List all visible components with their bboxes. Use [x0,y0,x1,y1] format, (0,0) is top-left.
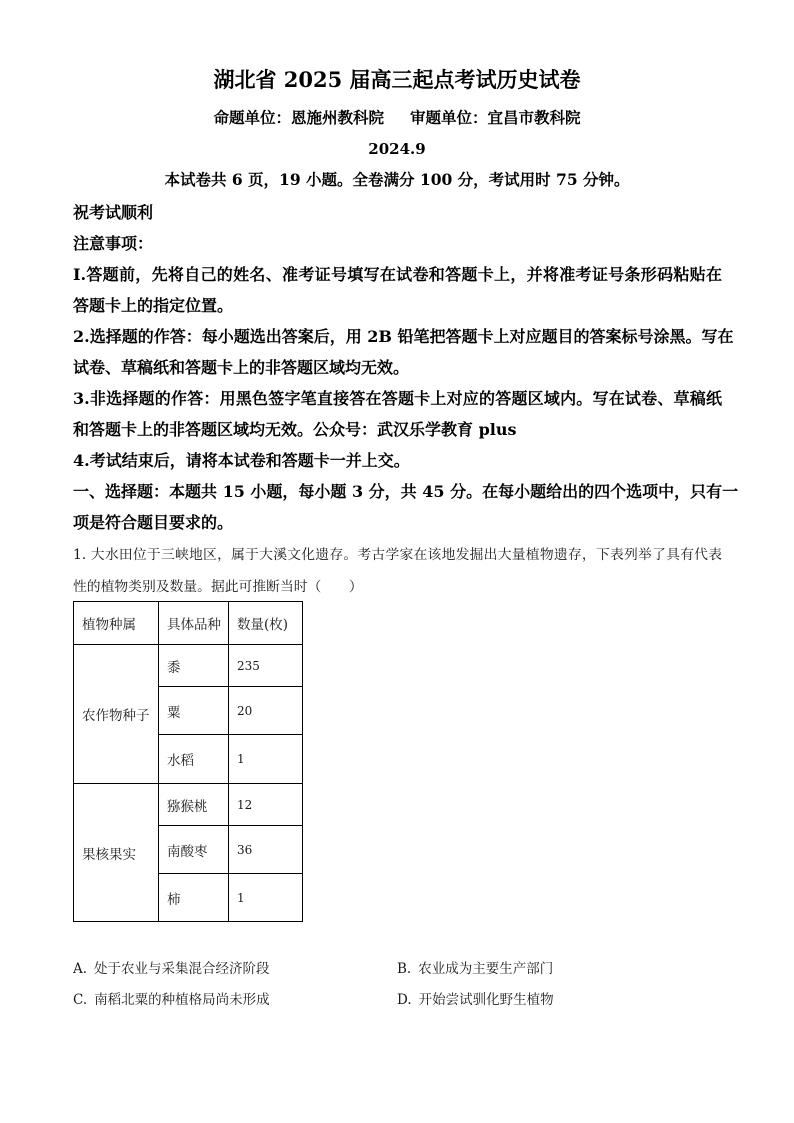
table-row [74,645,303,687]
section-heading [73,476,739,538]
option-text: 开始尝试驯化野生植物 [418,992,554,1009]
setter-unit: 命题单位：恩施州教科院 [213,108,384,127]
table-row [74,784,303,826]
option-d [397,985,722,1016]
option-label: D. [397,992,412,1009]
notice-item [73,445,722,476]
notice-item-line: 2.选择题的作答：每小题选出答案后，用 2B 铅笔把答题卡上对应题目的答案标号涂黑。写在 [73,326,734,346]
notice-item [73,383,722,445]
notice-item-line: I.答题前，先将自己的姓名、准考证号填写在试卷和答题卡上，并将准考证号条形码粘贴在 [73,264,722,284]
exam-title: 湖北省 2025 届高三起点考试历史试卷 [213,67,581,92]
notice-item-line: 试卷、草稿纸和答题卡上的非答题区域均无效。 [73,357,410,377]
notice-heading: 注意事项： [73,233,154,253]
variety-cell: 猕猴桃 [159,784,229,826]
good-luck-wish: 祝考试顺利 [73,202,154,222]
category-cell: 农作物种子 [74,645,159,784]
table-header-cell: 具体品种 [159,602,229,645]
table-header-row [74,602,303,645]
exam-body [73,197,739,1017]
option-c [73,985,397,1016]
count-cell: 36 [229,826,303,874]
table-header-cell: 植物种属 [74,602,159,645]
section-heading-line: 项是符合题目要求的。 [73,513,234,533]
variety-cell: 水稻 [159,735,229,784]
question-stem-line: 1. 大水田位于三峡地区，属于大溪文化遗存。考古学家在该地发掘出大量植物遗存，下表列举了具有代表 [73,546,722,563]
count-cell: 12 [229,784,303,826]
variety-cell: 柿 [159,874,229,922]
notice-item-line: 3.非选择题的作答：用黑色签字笔直接答在答题卡上对应的答题区域内。写在试卷、草稿纸 [73,389,722,409]
option-text: 南稻北粟的种植格局尚未形成 [94,992,270,1009]
option-b [397,954,722,985]
notice-item-line: 4.考试结束后，请将本试卷和答题卡一并上交。 [73,451,410,471]
reviewer-unit: 审题单位：宜昌市教科院 [410,108,581,127]
category-cell: 果核果实 [74,784,159,922]
option-label: B. [397,961,412,978]
option-a [73,954,397,985]
count-cell: 235 [229,645,303,687]
count-cell: 1 [229,735,303,784]
variety-cell: 黍 [159,645,229,687]
option-text: 农业成为主要生产部门 [418,961,554,978]
variety-cell: 南酸枣 [159,826,229,874]
notice-item [73,321,734,383]
exam-summary: 本试卷共 6 页，19 小题。全卷满分 100 分，考试用时 75 分钟。 [164,170,630,189]
option-text: 处于农业与采集混合经济阶段 [94,961,270,978]
exam-units [0,108,794,128]
exam-date: 2024.9 [368,140,426,158]
notice-item-line: 和答题卡上的非答题区域均无效。公众号：武汉乐学教育 plus [73,420,517,440]
option-label: C. [73,992,88,1009]
notice-item-line: 答题卡上的指定位置。 [73,295,234,315]
question-stem [73,539,722,603]
option-label: A. [73,961,88,978]
table-header-cell: 数量(枚) [229,602,303,645]
question-1 [73,539,722,1017]
notice-item [73,259,722,321]
count-cell: 20 [229,687,303,735]
count-cell: 1 [229,874,303,922]
answer-options [73,954,722,1016]
question-stem-line: 性的植物类别及数量。据此可推断当时（ ） [73,578,363,595]
section-heading-line: 一、选择题：本题共 15 小题，每小题 3 分，共 45 分。在每小题给出的四个选项中，只有一 [73,482,739,502]
variety-cell: 粟 [159,687,229,735]
plant-remains-table [73,601,303,922]
